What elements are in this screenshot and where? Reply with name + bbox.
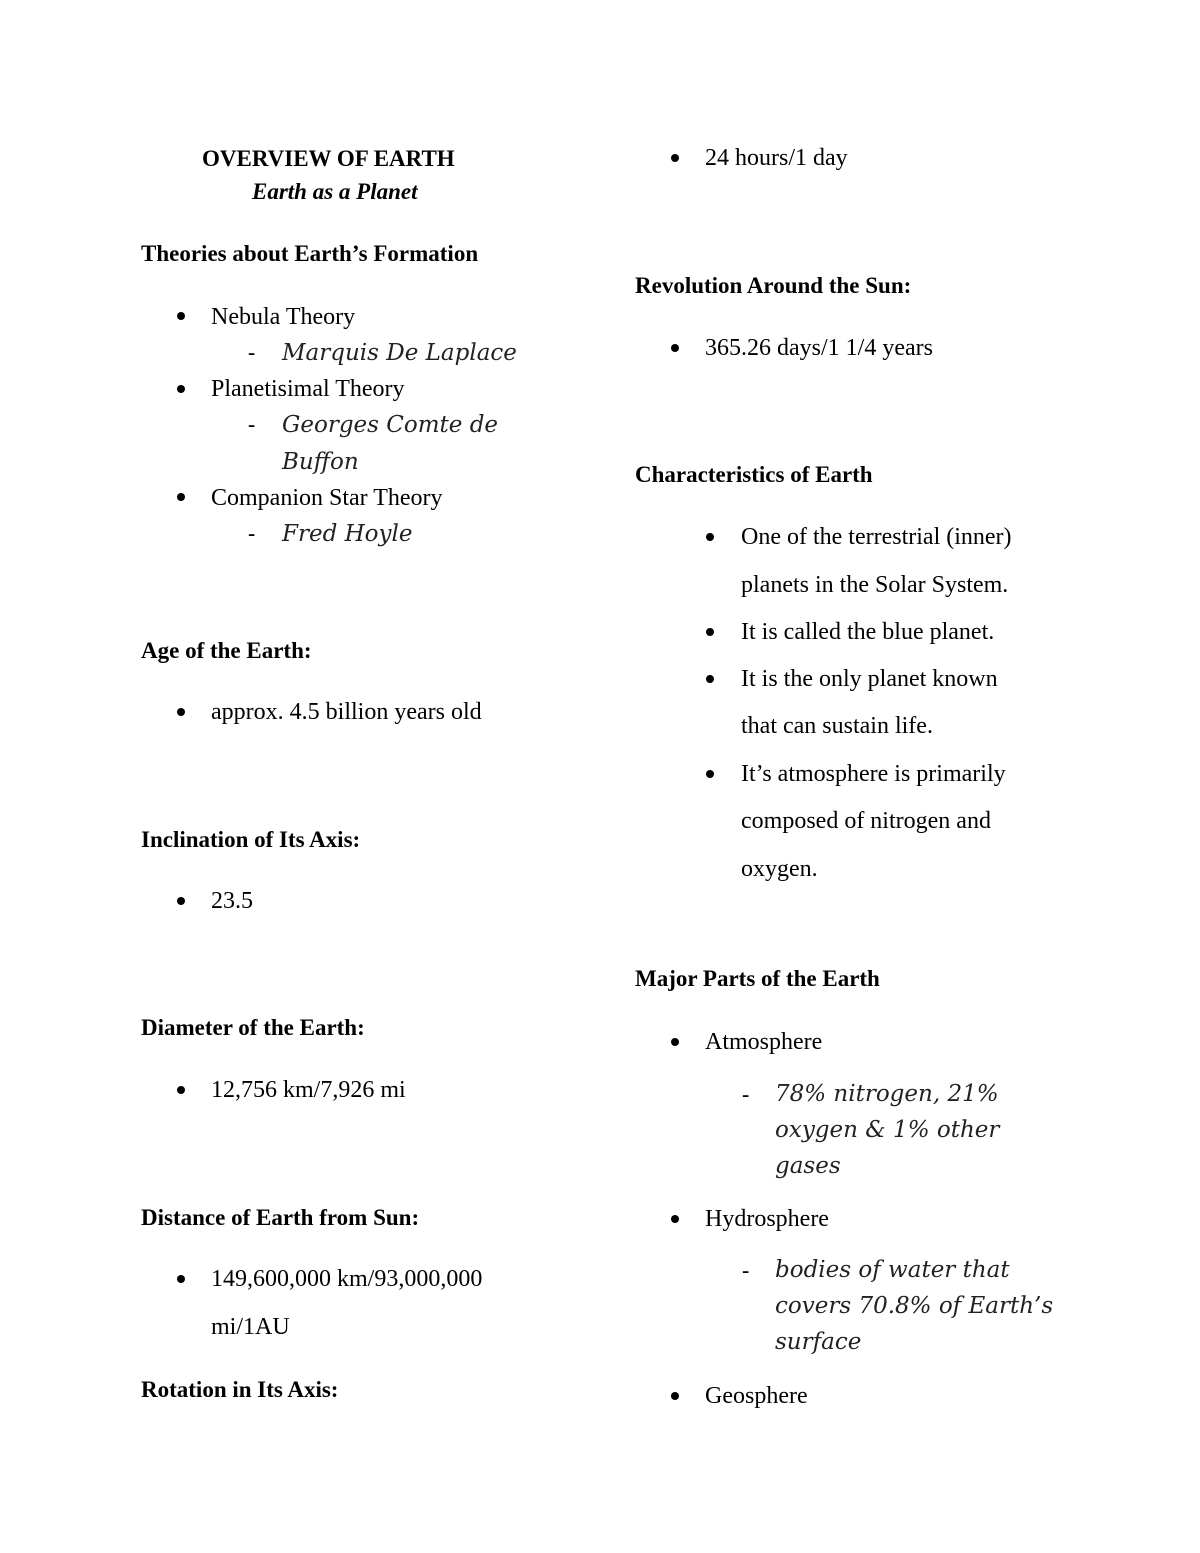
- part-atmosphere: Atmosphere: [705, 1029, 823, 1055]
- rotation-heading: Rotation in Its Axis:: [141, 1377, 339, 1402]
- page-subtitle: Earth as a Planet: [252, 179, 418, 204]
- diameter-heading: Diameter of the Earth:: [141, 1015, 365, 1040]
- age-value: approx. 4.5 billion years old: [211, 699, 482, 725]
- revolution-heading: Revolution Around the Sun:: [635, 273, 912, 298]
- bullet-icon: [671, 344, 679, 352]
- characteristic-line: oxygen.: [741, 856, 818, 882]
- distance-value-line2: mi/1AU: [211, 1314, 290, 1340]
- part-hydrosphere: Hydrosphere: [705, 1206, 829, 1232]
- dash-icon: -: [739, 1259, 753, 1284]
- characteristic-line: It is called the blue planet.: [741, 619, 995, 645]
- dash-icon: -: [245, 522, 259, 547]
- bullet-icon: [177, 312, 185, 320]
- characteristics-heading: Characteristics of Earth: [635, 462, 873, 487]
- theory-author-hoyle: Fred Hoyle: [282, 521, 413, 547]
- rotation-value: 24 hours/1 day: [705, 145, 848, 171]
- bullet-icon: [706, 533, 714, 541]
- theory-item-planetisimal: Planetisimal Theory: [211, 376, 405, 402]
- bullet-icon: [671, 1392, 679, 1400]
- distance-value-line1: 149,600,000 km/93,000,000: [211, 1266, 483, 1292]
- bullet-icon: [706, 675, 714, 683]
- dash-icon: -: [245, 413, 259, 438]
- bullet-icon: [177, 493, 185, 501]
- bullet-icon: [671, 154, 679, 162]
- theory-author-buffon-line2: Buffon: [282, 449, 359, 475]
- bullet-icon: [177, 897, 185, 905]
- parts-heading: Major Parts of the Earth: [635, 966, 880, 991]
- hydrosphere-note: covers 70.8% of Earth’s: [775, 1293, 1054, 1319]
- characteristic-line: One of the terrestrial (inner): [741, 524, 1012, 550]
- bullet-icon: [706, 770, 714, 778]
- atmosphere-note: gases: [775, 1153, 841, 1179]
- inclination-value: 23.5: [211, 888, 253, 914]
- characteristic-line: It’s atmosphere is primarily: [741, 761, 1006, 787]
- diameter-value: 12,756 km/7,926 mi: [211, 1077, 406, 1103]
- inclination-heading: Inclination of Its Axis:: [141, 827, 361, 852]
- bullet-icon: [671, 1215, 679, 1223]
- characteristic-line: planets in the Solar System.: [741, 572, 1009, 598]
- page-title: OVERVIEW OF EARTH: [202, 146, 455, 171]
- theories-heading: Theories about Earth’s Formation: [141, 241, 479, 266]
- atmosphere-note: oxygen & 1% other: [775, 1117, 1000, 1143]
- theory-author-laplace: Marquis De Laplace: [282, 340, 517, 366]
- dash-icon: -: [739, 1083, 753, 1108]
- characteristic-line: It is the only planet known: [741, 666, 998, 692]
- theory-item-companion: Companion Star Theory: [211, 485, 443, 511]
- bullet-icon: [177, 1275, 185, 1283]
- age-heading: Age of the Earth:: [141, 638, 312, 663]
- bullet-icon: [671, 1038, 679, 1046]
- characteristic-line: that can sustain life.: [741, 713, 933, 739]
- atmosphere-note: 78% nitrogen, 21%: [775, 1081, 999, 1107]
- theory-author-buffon-line1: Georges Comte de: [282, 412, 499, 438]
- bullet-icon: [706, 628, 714, 636]
- theory-item-nebula: Nebula Theory: [211, 304, 356, 330]
- distance-heading: Distance of Earth from Sun:: [141, 1205, 420, 1230]
- hydrosphere-note: surface: [775, 1329, 862, 1355]
- revolution-value: 365.26 days/1 1/4 years: [705, 335, 933, 361]
- bullet-icon: [177, 385, 185, 393]
- hydrosphere-note: bodies of water that: [775, 1257, 1010, 1283]
- bullet-icon: [177, 708, 185, 716]
- bullet-icon: [177, 1086, 185, 1094]
- part-geosphere: Geosphere: [705, 1383, 808, 1409]
- dash-icon: -: [245, 341, 259, 366]
- characteristic-line: composed of nitrogen and: [741, 808, 991, 834]
